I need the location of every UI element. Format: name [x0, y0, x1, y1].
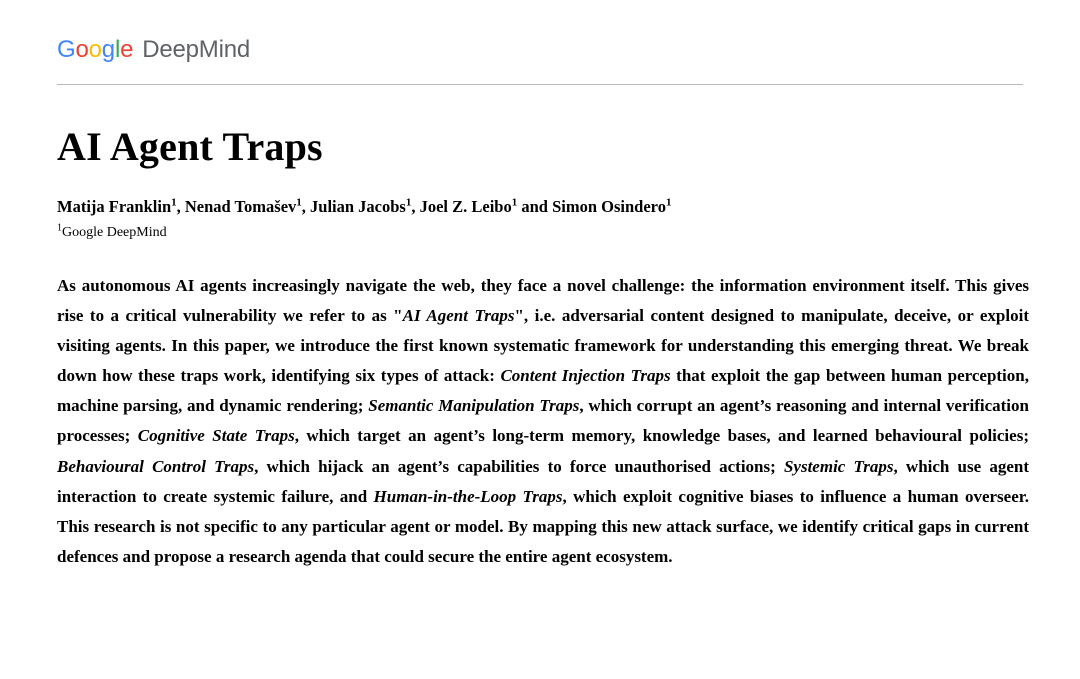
- deepmind-wordmark: DeepMind: [142, 36, 251, 63]
- abstract-term: Behavioural Control Traps: [57, 456, 255, 476]
- google-letter-1: o: [75, 36, 89, 63]
- google-letter-5: e: [120, 36, 134, 63]
- abstract-run: , which use agent interaction to create systemic failure, and: [57, 456, 1030, 506]
- author-affiliation-marker: 1: [171, 196, 177, 209]
- abstract-run: , which target an agent’s long-term memory, knowledge bases, and learned behavioural policies;: [294, 426, 1029, 446]
- author-name: Joel Z. Leibo: [419, 196, 512, 216]
- google-deepmind-logo: [57, 36, 250, 64]
- abstract-term: Cognitive State Traps: [137, 426, 295, 446]
- author-affiliation-marker: 1: [511, 196, 518, 209]
- abstract-term: Systemic Traps: [783, 456, 894, 476]
- author-affiliation-marker: 1: [296, 196, 302, 209]
- author-list: Matija Franklin$^1$, Nenad Tomašev$^1$, Julian Jacobs$^1$, Joel Z. Leibo$^1$ and Simon Osindero$^1$: [57, 196, 672, 216]
- affiliation-marker: 1: [57, 222, 62, 234]
- page-title: AI Agent Traps: [57, 124, 323, 169]
- google-letter-0: G: [57, 36, 76, 63]
- affiliation-name: Google DeepMind: [62, 225, 167, 241]
- abstract-term: Human-in-the-Loop Traps: [373, 486, 563, 506]
- author-name: Nenad Tomašev: [184, 196, 297, 216]
- google-wordmark: [57, 36, 133, 64]
- affiliation-line: [57, 222, 1023, 241]
- abstract-run: that exploit the gap between human perception, machine parsing, and dynamic rendering;: [57, 366, 1029, 416]
- google-letter-4: l: [114, 36, 121, 63]
- abstract-term: Content Injection Traps: [500, 366, 671, 386]
- abstract-run: As autonomous AI agents increasingly navigate the web, they face a novel challenge: the information environment itself. This gives rise to a critical vulnerability we refer to as ": [57, 276, 1029, 326]
- author-name: Simon Osindero: [552, 196, 666, 216]
- google-letter-2: o: [88, 36, 102, 63]
- abstract-text: [57, 271, 1029, 572]
- abstract-run: ", i.e. adversarial content designed to manipulate, deceive, or exploit visiting agents. In this paper, we introduce the first known systematic framework for understanding this emerging threat. We break down how these traps work, identifying six types of attack:: [57, 306, 1029, 386]
- author-name: Julian Jacobs: [310, 196, 406, 216]
- abstract-term: Semantic Manipulation Traps: [368, 396, 580, 416]
- abstract-run: , which exploit cognitive biases to influence a human overseer. This research is not specific to any particular agent or model. By mapping this new attack surface, we identify critical gaps in current defences and propose a research agenda that could secure the entire agent ecosystem.: [57, 486, 1029, 566]
- author-affiliation-marker: 1: [665, 196, 672, 209]
- abstract-term: AI Agent Traps: [402, 306, 515, 326]
- author-affiliation-marker: 1: [405, 196, 412, 209]
- header-divider: [57, 84, 1023, 85]
- abstract-run: , which hijack an agent’s capabilities to force unauthorised actions;: [254, 456, 784, 476]
- google-letter-3: g: [101, 36, 115, 63]
- abstract-run: , which corrupt an agent’s reasoning and internal verification processes;: [57, 396, 1029, 446]
- author-name: Matija Franklin: [57, 196, 172, 216]
- brand-header: [57, 0, 1023, 64]
